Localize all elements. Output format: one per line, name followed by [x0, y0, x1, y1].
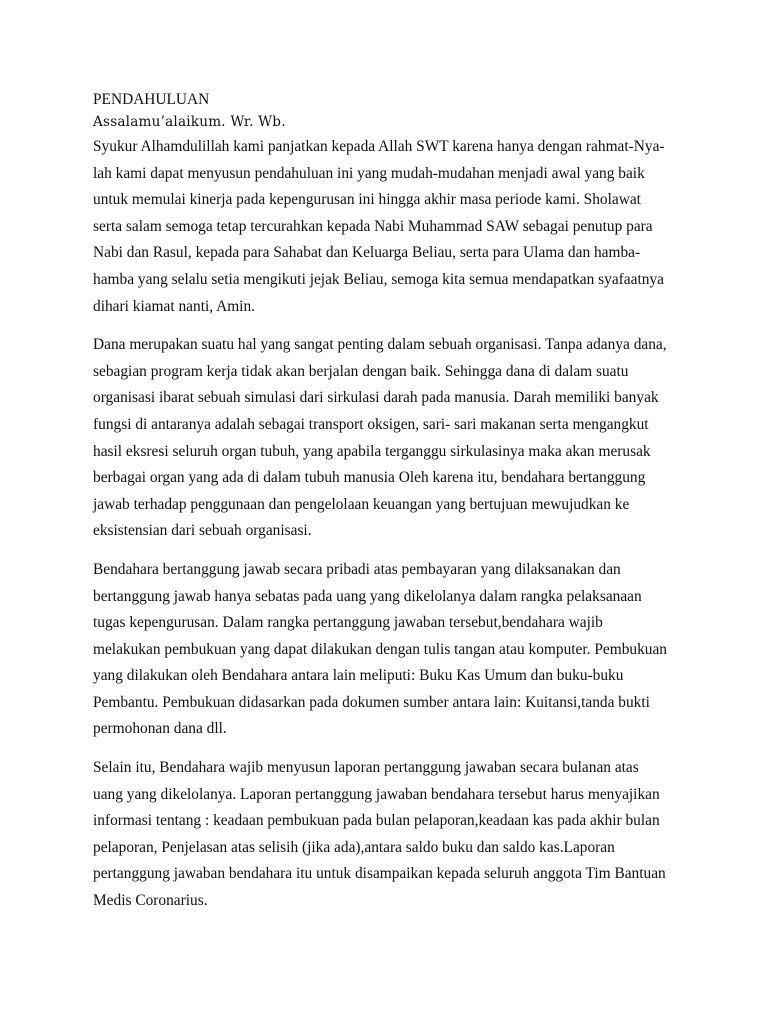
paragraph-line: serta salam semoga tetap tercurahkan kepada Nabi Muhammad SAW sebagai penutup para: [93, 217, 653, 235]
paragraph-line: eksistensian dari sebuah organisasi.: [93, 522, 312, 540]
paragraph-line: untuk memulai kinerja pada kepengurusan ini hingga akhir masa periode kami. Sholawat: [93, 191, 641, 209]
paragraph-line: hasil eksresi seluruh organ tubuh, yang apabila terganggu sirkulasinya maka akan merusak: [93, 442, 651, 460]
greeting-line: Assalamu’alaikum. Wr. Wb.: [93, 114, 286, 130]
paragraph-line: Bendahara bertanggung jawab secara pribadi atas pembayaran yang dilaksanakan dan: [93, 560, 621, 578]
paragraph-line: informasi tentang : keadaan pembukuan pada bulan pelaporan,keadaan kas pada akhir bulan: [93, 812, 660, 830]
paragraph-line: melakukan pembukuan yang dapat dilakukan dengan tulis tangan atau komputer. Pembukuan: [93, 640, 668, 658]
paragraph-line: organisasi ibarat sebuah simulasi dari sirkulasi darah pada manusia. Darah memiliki banyak: [93, 389, 659, 407]
paragraph-line: jawab terhadap penggunaan dan pengelolaan keuangan yang bertujuan mewujudkan ke: [93, 495, 630, 513]
paragraph-line: uang yang dikelolanya. Laporan pertanggung jawaban bendahara tersebut harus menyajikan: [93, 785, 660, 803]
paragraph-line: Nabi dan Rasul, kepada para Sahabat dan Keluarga Beliau, serta para Ulama dan hamba-: [93, 244, 641, 262]
paragraph-line: Pembantu. Pembukuan didasarkan pada dokumen sumber antara lain: Kuitansi,tanda bukti: [93, 693, 650, 711]
paragraph-line: hamba yang selalu setia mengikuti jejak Beliau, semoga kita semua mendapatkan syafaatnya: [93, 270, 664, 288]
paragraph: [93, 755, 693, 915]
document-page: [93, 88, 693, 915]
paragraph: [93, 557, 693, 743]
paragraph-line: bertanggung jawab hanya sebatas pada uang yang dikelolanya dalam rangka pelaksanaan: [93, 587, 642, 605]
paragraph-line: fungsi di antaranya adalah sebagai transport oksigen, sari- sari makanan serta mengangkut: [93, 415, 649, 433]
document-heading: PENDAHULUAN: [93, 91, 210, 108]
paragraph-line: permohonan dana dll.: [93, 720, 227, 738]
paragraph-line: tugas kepengurusan. Dalam rangka pertanggung jawaban tersebut,bendahara wajib: [93, 614, 603, 632]
paragraph-line: yang dilakukan oleh Bendahara antara lain meliputi: Buku Kas Umum dan buku-buku: [93, 667, 624, 685]
paragraph-line: sebagian program kerja tidak akan berjalan dengan baik. Sehingga dana di dalam suatu: [93, 362, 629, 380]
paragraph-line: berbagai organ yang ada di dalam tubuh manusia Oleh karena itu, bendahara bertanggung: [93, 469, 646, 487]
paragraph-line: dihari kiamat nanti, Amin.: [93, 297, 255, 315]
paragraph-line: Medis Coronarius.: [93, 892, 208, 910]
paragraph: [93, 134, 693, 320]
paragraph-line: Selain itu, Bendahara wajib menyusun laporan pertanggung jawaban secara bulanan atas: [93, 759, 639, 777]
paragraph-line: pertanggung jawaban bendahara itu untuk disampaikan kepada seluruh anggota Tim Bantuan: [93, 865, 666, 883]
paragraph: [93, 332, 693, 545]
paragraph-line: lah kami dapat menyusun pendahuluan ini yang mudah-mudahan menjadi awal yang baik: [93, 164, 645, 182]
paragraph-line: Syukur Alhamdulillah kami panjatkan kepada Allah SWT karena hanya dengan rahmat-Nya-: [93, 138, 665, 155]
paragraph-line: pelaporan, Penjelasan atas selisih (jika ada),antara saldo buku dan saldo kas.Laporan: [93, 838, 615, 856]
paragraph-line: Dana merupakan suatu hal yang sangat penting dalam sebuah organisasi. Tanpa adanya dana,: [93, 336, 667, 354]
document-body: [93, 134, 693, 915]
